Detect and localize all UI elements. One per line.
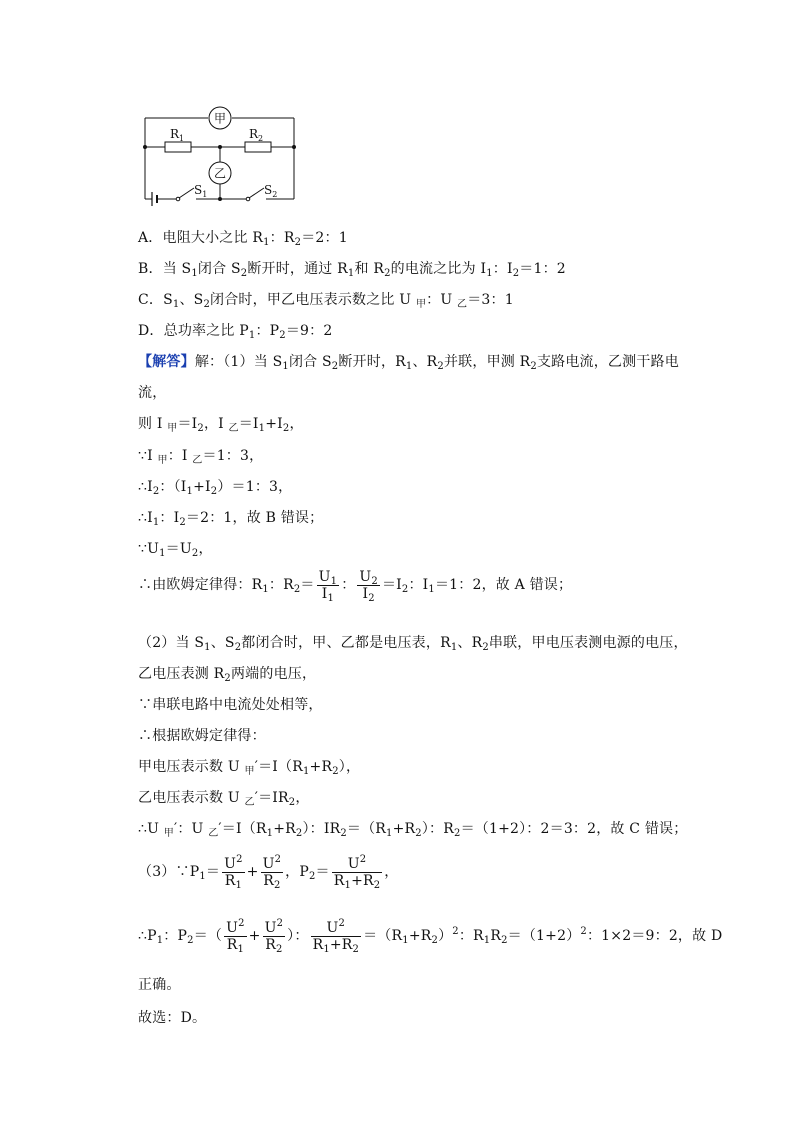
answer-line-14: ∴U $_甲$′：U $_乙'=I(R_1+R_2)$：$IR_2=(R_1+R_2)$：$R_2=(1+2)$：2＝3：2，故 C 错误；: [138, 821, 688, 839]
answer-line-7: ∴由欧姆定律得：$R_1$：$R_2=$ $\frac{U_1}{I_1}$ ： $\frac{U_2}{I_2}$ $=I_2$：$I_1=1$：2，故 A 错误；: [138, 568, 573, 604]
answer-line-11: ∴根据欧姆定律得：: [138, 728, 266, 744]
fraction-u2-i2: $\frac{U_2}{I_2}$: [359, 568, 378, 604]
answer-line-6: $\because U_1=U_2$，: [138, 541, 213, 559]
fraction-u2-r2-b: $\frac{U^2}{R_2}$: [264, 917, 284, 955]
answer-final: 故选：D。: [138, 1010, 207, 1026]
answer-line-4: $\therefore I_2$：$(I_1+I_2)=1$：3，: [138, 479, 293, 497]
meter-yi-label: 乙: [213, 166, 227, 181]
answer-line-3: ∵I $_甲$：I $_乙$＝1：3，: [138, 448, 264, 466]
circuit-diagram: [138, 100, 308, 215]
answer-line-8: （2）当 $S_1$、$S_2$都闭合时，甲、乙都是电压表，$R_1$、$R_2$串联，甲电压表测电源的电压，: [138, 635, 688, 653]
answer-line-5: $\therefore I_1$：$I_2=2$：1，故 B 错误；: [138, 510, 324, 528]
answer-line-16: $\therefore P_1$：$P_2=$（ $\frac{U^2}{R_1}$ + $\frac{U^2}{R_2}$ ）： $\frac{U^2}{R_1+R_2}$ $=(R_1+R_2)^2$：$R_1R_2=(1+2)^2$：1×2＝9：2，故 D: [138, 917, 723, 955]
switch-s1-icon: [179, 188, 194, 198]
option-a: A．电阻大小之比 $R_1$：$R_2=2$：1: [138, 230, 348, 248]
answer-line-12: 甲电压表示数 U $_甲'=I(R_1+R_2)$，: [138, 759, 361, 777]
r1-label: $R_1$: [170, 127, 185, 143]
r2-label: $R_2$: [249, 127, 264, 143]
answer-line-9: 乙电压表测 $R_2$两端的电压，: [138, 666, 317, 684]
answer-line-10: ∵串联电路中电流处处相等，: [138, 697, 323, 713]
answer-line-1: 【解答】解：（1）当 $S_1$闭合 $S_2$断开时，$R_1$、$R_2$并联，甲测 $R_2$支路电流，乙测干路电: [138, 354, 679, 372]
answer-line-1b: 流，: [138, 385, 167, 401]
answer-tag: 【解答】: [138, 354, 195, 370]
s1-label: $S_1$: [194, 183, 208, 199]
fraction-u2-r1r2: $\frac{U^2}{R_1+R_2}$: [333, 853, 381, 891]
answer-line-15: $(3)\because P_1=$ $\frac{U^2}{R_1}$ + $\frac{U^2}{R_2}$ ，$P_2=$ $\frac{U^2}{R_1+R_2}$ ，: [138, 853, 399, 891]
fraction-u2-r2: $\frac{U^2}{R_2}$: [262, 853, 282, 891]
meter-jia-label: 甲: [213, 111, 227, 126]
fraction-u2-r1r2-b: $\frac{U^2}{R_1+R_2}$: [312, 917, 360, 955]
option-c: C．$S_1$、$S_2$闭合时，甲乙电压表示数之比 U $_甲$：U $_乙$＝3：1: [138, 292, 514, 310]
fraction-u1-i1: $\frac{U_1}{I_1}$: [318, 568, 338, 604]
answer-line-13: 乙电压表示数 U $_乙'=IR_2$，: [138, 790, 310, 808]
resistor-r2-icon: [245, 142, 271, 152]
fraction-u2-r1: $\frac{U^2}{R_1}$: [224, 853, 243, 891]
option-b: B．当 $S_1$闭合 $S_2$断开时，通过 $R_1$和 $R_2$的电流之比为 $I_1$：$I_2=1$：2: [138, 261, 566, 279]
s2-label: $S_2$: [264, 183, 278, 199]
answer-line-2: 则 I $_甲=I_2$，I $_乙=I_1+I_2$，: [138, 416, 304, 434]
answer-line-16b: 正确。: [138, 977, 181, 993]
fraction-u2-r1-b: $\frac{U^2}{R_1}$: [226, 917, 245, 955]
resistor-r1-icon: [165, 142, 191, 152]
option-d: D．总功率之比 $P_1$：$P_2=9$：2: [138, 323, 333, 341]
switch-s2-icon: [249, 188, 264, 198]
